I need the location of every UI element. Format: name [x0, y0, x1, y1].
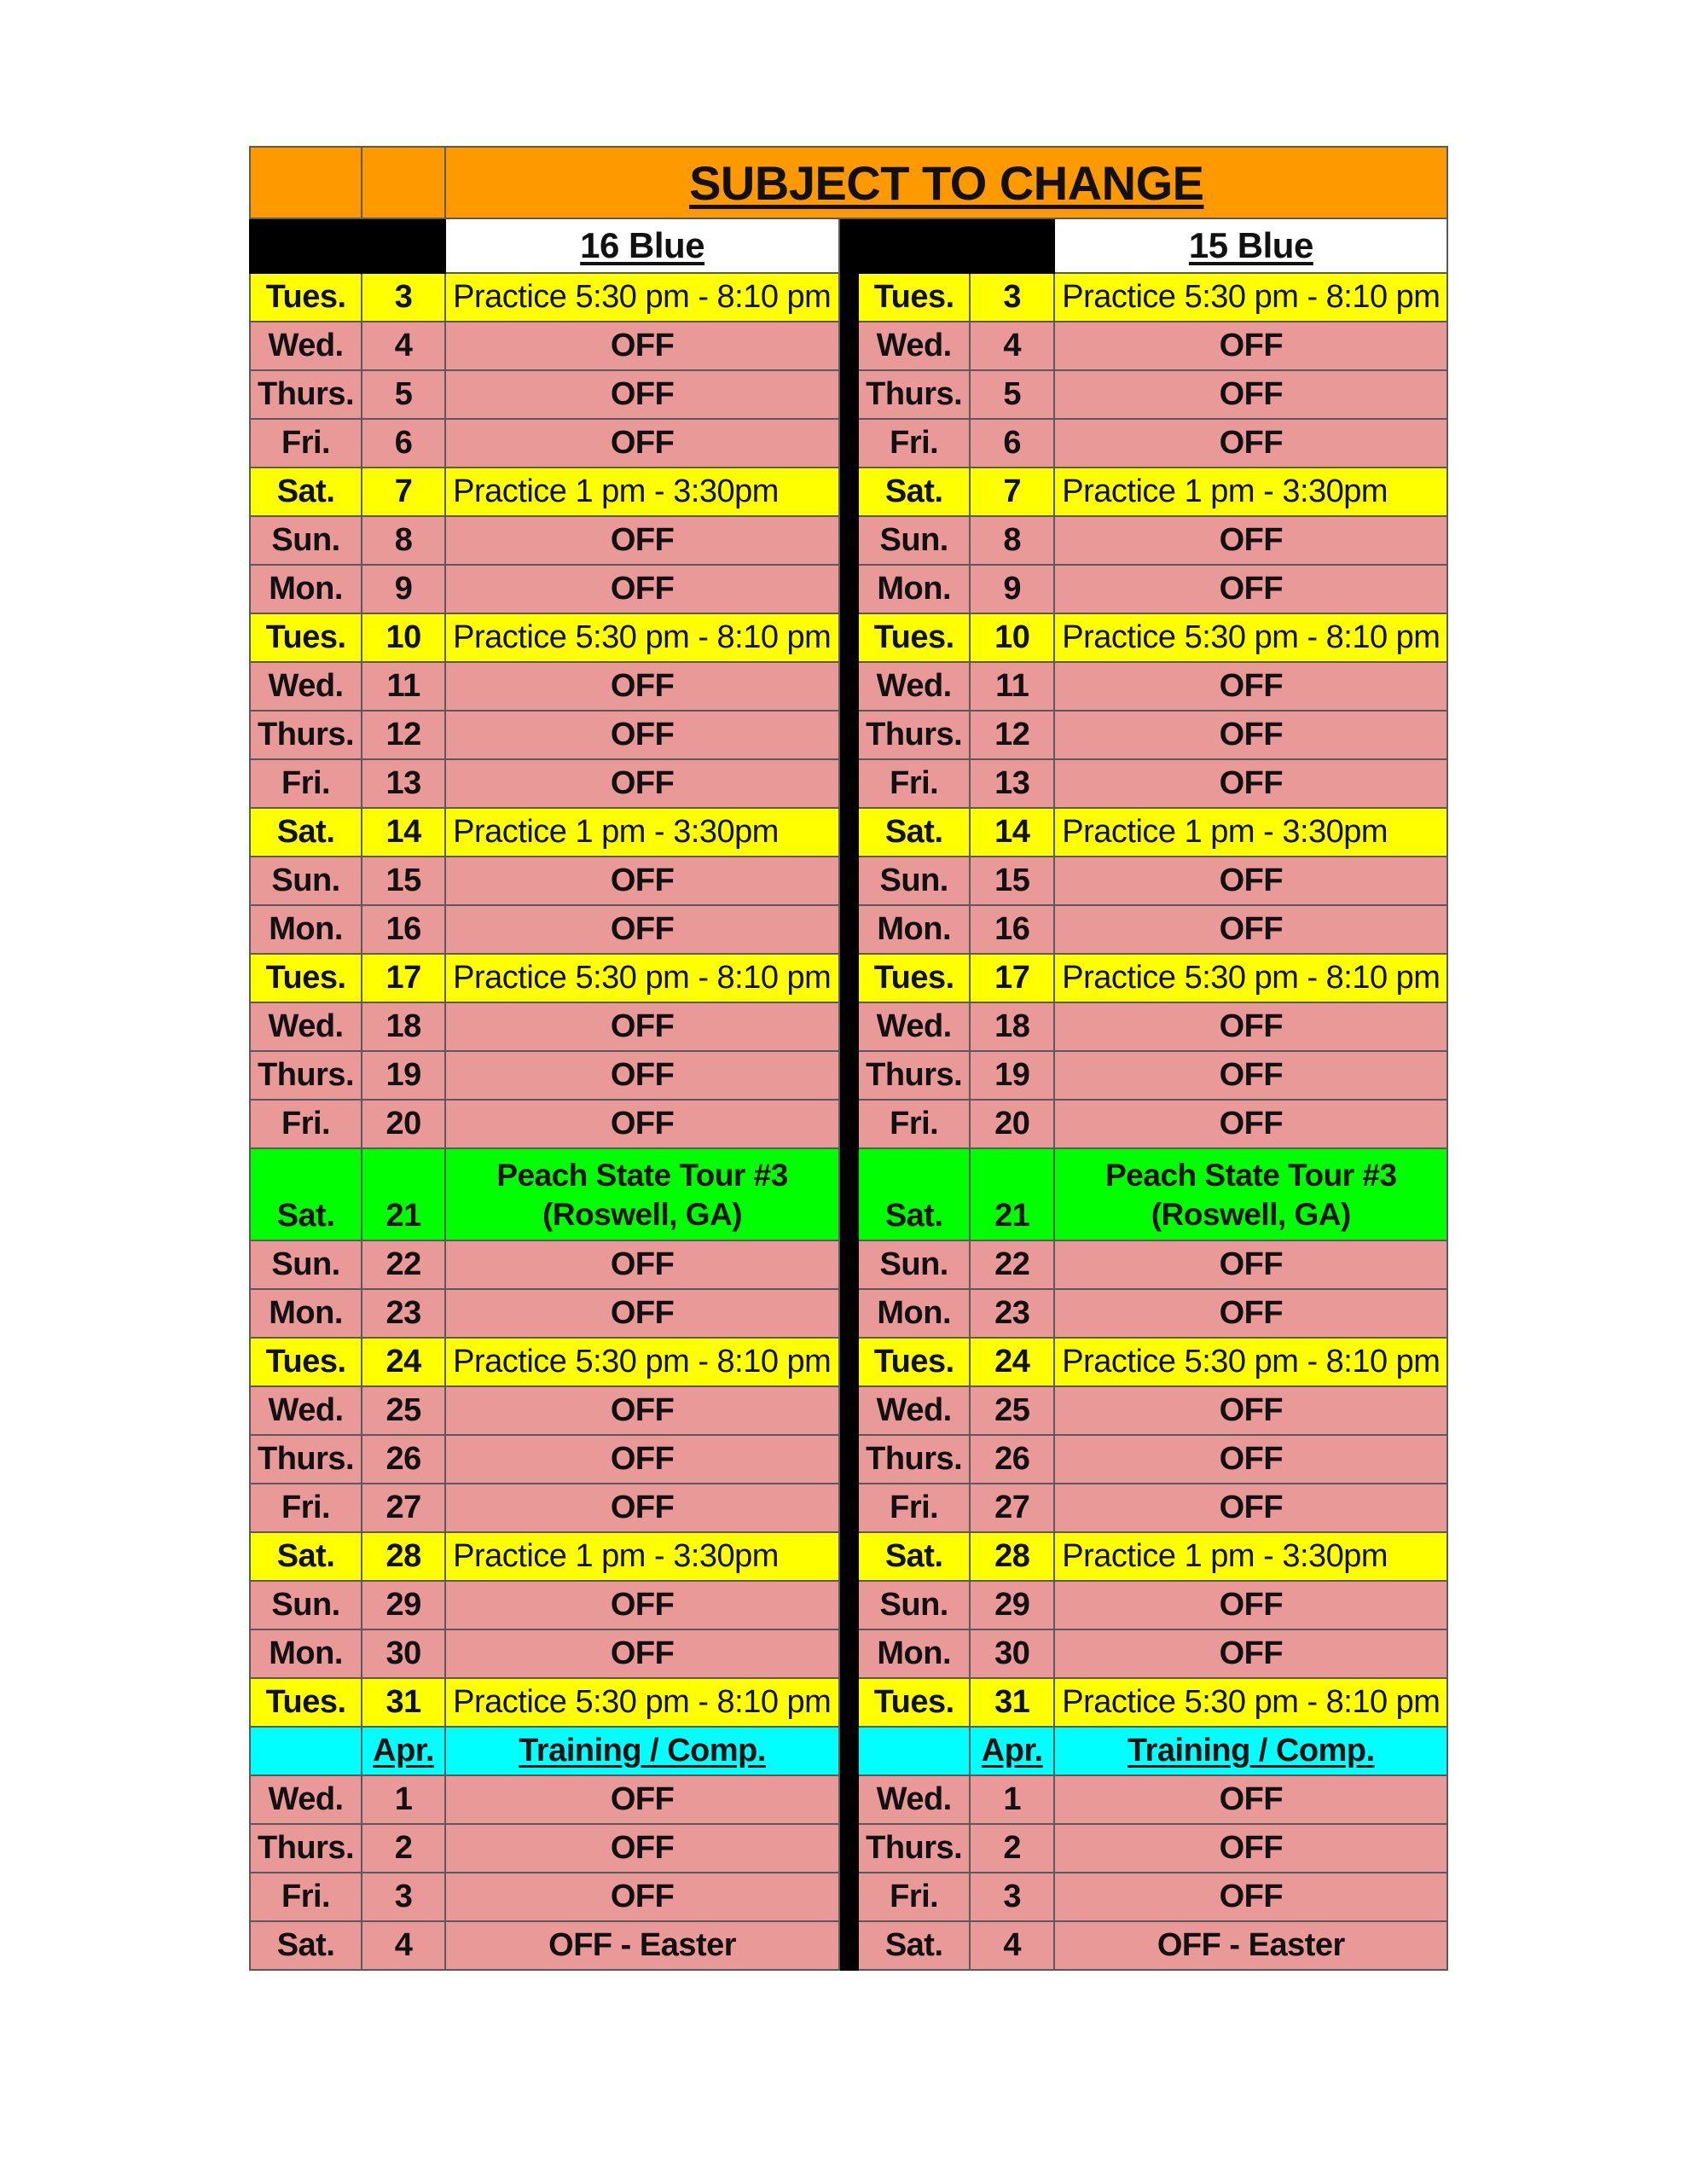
team2-day-cell: Thurs. — [858, 1051, 970, 1100]
team2-date-cell: 13 — [970, 759, 1054, 808]
team-header-black-cell — [362, 218, 445, 273]
column-separator — [839, 1581, 858, 1629]
team2-date-cell: 6 — [970, 419, 1054, 468]
team2-date-cell: 18 — [970, 1002, 1054, 1051]
team1-date-cell: 18 — [362, 1002, 445, 1051]
team2-activity-cell: Practice 1 pm - 3:30pm — [1054, 468, 1447, 516]
team2-date-cell: 4 — [970, 1921, 1054, 1970]
team2-activity-cell: OFF — [1054, 1051, 1447, 1100]
team1-activity-cell: Practice 5:30 pm - 8:10 pm — [445, 613, 839, 662]
team1-day-cell: Tues. — [250, 1678, 362, 1727]
team2-date-cell: Apr. — [970, 1727, 1054, 1775]
team2-day-cell: Sun. — [858, 857, 970, 905]
team1-date-cell: 9 — [362, 565, 445, 613]
team2-activity-cell: OFF — [1054, 1629, 1447, 1678]
schedule-row — [250, 1100, 1447, 1148]
team1-date-cell: 19 — [362, 1051, 445, 1100]
team1-activity-cell: OFF — [445, 759, 839, 808]
column-separator — [839, 1338, 858, 1386]
team1-activity-cell: OFF — [445, 1386, 839, 1435]
team1-date-cell: 1 — [362, 1775, 445, 1824]
column-separator — [839, 954, 858, 1002]
schedule-row — [250, 419, 1447, 468]
team2-activity-cell: Practice 1 pm - 3:30pm — [1054, 1532, 1447, 1581]
schedule-row — [250, 808, 1447, 857]
team2-date-cell: 8 — [970, 516, 1054, 565]
team2-date-cell: 4 — [970, 322, 1054, 370]
team2-activity-cell: OFF — [1054, 905, 1447, 954]
team2-date-cell: 26 — [970, 1435, 1054, 1484]
column-separator — [839, 1775, 858, 1824]
team1-activity-cell — [445, 1148, 839, 1240]
team1-date-cell: 3 — [362, 1873, 445, 1921]
team1-date-cell: 12 — [362, 711, 445, 759]
team2-date-cell: 22 — [970, 1240, 1054, 1289]
schedule-row — [250, 1727, 1447, 1775]
team1-activity-cell: Practice 5:30 pm - 8:10 pm — [445, 273, 839, 322]
schedule-row — [250, 662, 1447, 711]
team2-day-cell: Wed. — [858, 662, 970, 711]
team1-activity-cell: OFF — [445, 1240, 839, 1289]
team1-activity-cell: Practice 1 pm - 3:30pm — [445, 808, 839, 857]
column-separator — [839, 273, 858, 322]
team2-activity-cell: OFF — [1054, 322, 1447, 370]
team2-day-cell: Fri. — [858, 759, 970, 808]
team2-day-cell: Mon. — [858, 565, 970, 613]
team1-day-cell: Sat. — [250, 1532, 362, 1581]
schedule-row — [250, 273, 1447, 322]
team1-activity-cell: OFF — [445, 419, 839, 468]
title-blank-cell — [250, 147, 362, 218]
team1-day-cell: Thurs. — [250, 370, 362, 419]
column-separator — [839, 1435, 858, 1484]
team2-date-cell: 17 — [970, 954, 1054, 1002]
team2-day-cell: Thurs. — [858, 370, 970, 419]
column-separator — [839, 1148, 858, 1240]
team2-date-cell: 30 — [970, 1629, 1054, 1678]
schedule-row — [250, 1002, 1447, 1051]
team1-day-cell: Wed. — [250, 1775, 362, 1824]
team1-date-cell: 31 — [362, 1678, 445, 1727]
team2-date-cell: 31 — [970, 1678, 1054, 1727]
team1-day-cell: Mon. — [250, 1289, 362, 1338]
team1-activity-cell: Practice 1 pm - 3:30pm — [445, 468, 839, 516]
team2-date-cell: 15 — [970, 857, 1054, 905]
event-location: (Roswell, GA) — [542, 1197, 743, 1232]
team2-day-cell: Sun. — [858, 1581, 970, 1629]
team2-activity-cell: Practice 5:30 pm - 8:10 pm — [1054, 1338, 1447, 1386]
team1-day-cell: Wed. — [250, 1386, 362, 1435]
team2-day-cell: Sat. — [858, 468, 970, 516]
team1-date-cell: 11 — [362, 662, 445, 711]
column-separator — [839, 565, 858, 613]
team1-date-cell: 10 — [362, 613, 445, 662]
team1-date-cell: 23 — [362, 1289, 445, 1338]
team1-date-cell: 2 — [362, 1824, 445, 1873]
team2-day-cell: Mon. — [858, 1629, 970, 1678]
team1-date-cell: 4 — [362, 1921, 445, 1970]
schedule-row — [250, 711, 1447, 759]
schedule-row — [250, 516, 1447, 565]
team2-day-cell: Sun. — [858, 1240, 970, 1289]
team2-day-cell: Tues. — [858, 273, 970, 322]
team2-day-cell: Sat. — [858, 1921, 970, 1970]
team1-day-cell: Tues. — [250, 1338, 362, 1386]
column-separator — [839, 1629, 858, 1678]
team1-activity-cell: OFF — [445, 1581, 839, 1629]
event-name: Peach State Tour #3 — [496, 1158, 788, 1193]
team2-activity-cell: OFF — [1054, 759, 1447, 808]
team1-date-cell: 24 — [362, 1338, 445, 1386]
team2-day-cell: Wed. — [858, 1386, 970, 1435]
team-header-row — [250, 218, 1447, 273]
team1-date-cell: 13 — [362, 759, 445, 808]
team2-activity-cell: OFF — [1054, 1775, 1447, 1824]
team1-day-cell: Fri. — [250, 1100, 362, 1148]
schedule-row — [250, 370, 1447, 419]
column-separator — [839, 1386, 858, 1435]
team1-activity-cell: OFF — [445, 565, 839, 613]
team2-activity-cell: OFF — [1054, 419, 1447, 468]
team2-activity-cell: Practice 5:30 pm - 8:10 pm — [1054, 273, 1447, 322]
column-separator — [839, 322, 858, 370]
team2-day-cell: Tues. — [858, 954, 970, 1002]
team1-activity-cell: OFF — [445, 1484, 839, 1532]
team1-date-cell: 30 — [362, 1629, 445, 1678]
team-name-16-blue: 16 Blue — [445, 218, 839, 273]
column-separator — [839, 218, 858, 273]
team2-activity-cell: OFF - Easter — [1054, 1921, 1447, 1970]
team1-activity-cell: OFF — [445, 516, 839, 565]
team1-date-cell: 14 — [362, 808, 445, 857]
title-row — [250, 147, 1447, 218]
team2-day-cell: Tues. — [858, 1678, 970, 1727]
team1-day-cell: Mon. — [250, 565, 362, 613]
team1-date-cell: Apr. — [362, 1727, 445, 1775]
schedule-row — [250, 1532, 1447, 1581]
team1-day-cell: Wed. — [250, 662, 362, 711]
team2-date-cell: 16 — [970, 905, 1054, 954]
page-title: SUBJECT TO CHANGE — [445, 147, 1447, 218]
team2-day-cell: Tues. — [858, 1338, 970, 1386]
team2-date-cell: 20 — [970, 1100, 1054, 1148]
schedule-row — [250, 1051, 1447, 1100]
team2-date-cell: 2 — [970, 1824, 1054, 1873]
schedule-row — [250, 1873, 1447, 1921]
team2-date-cell: 27 — [970, 1484, 1054, 1532]
schedule-row — [250, 1338, 1447, 1386]
event-name: Peach State Tour #3 — [1105, 1158, 1397, 1193]
column-separator — [839, 1873, 858, 1921]
team2-activity-cell: OFF — [1054, 1002, 1447, 1051]
team1-activity-cell: OFF — [445, 1775, 839, 1824]
schedule-row — [250, 1289, 1447, 1338]
team2-day-cell: Sat. — [858, 1148, 970, 1240]
team1-day-cell: Sun. — [250, 516, 362, 565]
team2-activity-cell: Practice 5:30 pm - 8:10 pm — [1054, 1678, 1447, 1727]
team2-date-cell: 25 — [970, 1386, 1054, 1435]
team2-date-cell: 3 — [970, 273, 1054, 322]
schedule-row — [250, 613, 1447, 662]
team1-activity-cell: OFF - Easter — [445, 1921, 839, 1970]
team2-date-cell: 10 — [970, 613, 1054, 662]
schedule-row — [250, 1824, 1447, 1873]
team2-activity-cell: Practice 5:30 pm - 8:10 pm — [1054, 954, 1447, 1002]
team2-day-cell: Thurs. — [858, 711, 970, 759]
schedule-row — [250, 1678, 1447, 1727]
team2-activity-cell: OFF — [1054, 711, 1447, 759]
team2-activity-cell: OFF — [1054, 1240, 1447, 1289]
team1-date-cell: 25 — [362, 1386, 445, 1435]
schedule-row — [250, 468, 1447, 516]
schedule-row — [250, 1629, 1447, 1678]
team1-date-cell: 20 — [362, 1100, 445, 1148]
team1-date-cell: 22 — [362, 1240, 445, 1289]
team1-activity-cell: OFF — [445, 662, 839, 711]
column-separator — [839, 1484, 858, 1532]
team2-date-cell: 14 — [970, 808, 1054, 857]
team-header-black-cell — [970, 218, 1054, 273]
team1-day-cell: Mon. — [250, 905, 362, 954]
team1-day-cell: Wed. — [250, 1002, 362, 1051]
team1-activity-cell: OFF — [445, 711, 839, 759]
team1-day-cell: Sat. — [250, 808, 362, 857]
team2-activity-cell: OFF — [1054, 1824, 1447, 1873]
team2-date-cell: 11 — [970, 662, 1054, 711]
team2-activity-cell: OFF — [1054, 516, 1447, 565]
team1-day-cell: Fri. — [250, 419, 362, 468]
column-separator — [839, 516, 858, 565]
team2-activity-cell: OFF — [1054, 370, 1447, 419]
schedule-row — [250, 1148, 1447, 1240]
team1-day-cell: Fri. — [250, 1484, 362, 1532]
team2-day-cell: Fri. — [858, 1484, 970, 1532]
team1-date-cell: 15 — [362, 857, 445, 905]
schedule-row — [250, 322, 1447, 370]
schedule-row — [250, 1240, 1447, 1289]
schedule-row — [250, 1386, 1447, 1435]
team1-day-cell: Fri. — [250, 759, 362, 808]
team1-day-cell: Sat. — [250, 468, 362, 516]
team1-day-cell: Thurs. — [250, 1051, 362, 1100]
team1-day-cell: Sat. — [250, 1921, 362, 1970]
column-separator — [839, 1100, 858, 1148]
team2-activity-cell: OFF — [1054, 662, 1447, 711]
team2-activity-cell: Practice 5:30 pm - 8:10 pm — [1054, 613, 1447, 662]
team1-date-cell: 7 — [362, 468, 445, 516]
team1-activity-cell: OFF — [445, 370, 839, 419]
team1-day-cell: Tues. — [250, 954, 362, 1002]
team1-day-cell: Thurs. — [250, 1435, 362, 1484]
schedule-row — [250, 1921, 1447, 1970]
team2-activity-cell: Practice 1 pm - 3:30pm — [1054, 808, 1447, 857]
team1-date-cell: 21 — [362, 1148, 445, 1240]
team1-date-cell: 27 — [362, 1484, 445, 1532]
team1-date-cell: 16 — [362, 905, 445, 954]
team2-activity-cell: OFF — [1054, 1873, 1447, 1921]
team1-activity-cell: OFF — [445, 322, 839, 370]
team1-activity-cell: OFF — [445, 1629, 839, 1678]
team2-day-cell: Sat. — [858, 1532, 970, 1581]
column-separator — [839, 1921, 858, 1970]
team2-day-cell: Fri. — [858, 1873, 970, 1921]
team1-day-cell: Sun. — [250, 1240, 362, 1289]
team2-day-cell: Wed. — [858, 1775, 970, 1824]
column-separator — [839, 370, 858, 419]
team2-activity-cell: Training / Comp. — [1054, 1727, 1447, 1775]
schedule-row — [250, 1581, 1447, 1629]
team1-day-cell: Thurs. — [250, 711, 362, 759]
team2-date-cell: 19 — [970, 1051, 1054, 1100]
column-separator — [839, 759, 858, 808]
team2-date-cell: 1 — [970, 1775, 1054, 1824]
team1-day-cell: Fri. — [250, 1873, 362, 1921]
team2-day-cell: Thurs. — [858, 1435, 970, 1484]
team2-activity-cell — [1054, 1148, 1447, 1240]
team1-activity-cell: Practice 5:30 pm - 8:10 pm — [445, 1678, 839, 1727]
title-blank-cell — [362, 147, 445, 218]
column-separator — [839, 711, 858, 759]
team2-day-cell: Wed. — [858, 1002, 970, 1051]
team1-activity-cell: Practice 5:30 pm - 8:10 pm — [445, 954, 839, 1002]
column-separator — [839, 1002, 858, 1051]
team2-date-cell: 3 — [970, 1873, 1054, 1921]
team1-activity-cell: OFF — [445, 1824, 839, 1873]
team1-date-cell: 6 — [362, 419, 445, 468]
schedule-row — [250, 1435, 1447, 1484]
schedule-row — [250, 954, 1447, 1002]
column-separator — [839, 808, 858, 857]
column-separator — [839, 1824, 858, 1873]
team1-activity-cell: OFF — [445, 1435, 839, 1484]
column-separator — [839, 1051, 858, 1100]
team1-day-cell: Thurs. — [250, 1824, 362, 1873]
team2-date-cell: 29 — [970, 1581, 1054, 1629]
team1-day-cell: Mon. — [250, 1629, 362, 1678]
team2-date-cell: 23 — [970, 1289, 1054, 1338]
team1-date-cell: 5 — [362, 370, 445, 419]
schedule-row — [250, 857, 1447, 905]
team1-date-cell: 28 — [362, 1532, 445, 1581]
column-separator — [839, 905, 858, 954]
team2-date-cell: 28 — [970, 1532, 1054, 1581]
schedule-row — [250, 565, 1447, 613]
team2-day-cell: Mon. — [858, 1289, 970, 1338]
column-separator — [839, 1532, 858, 1581]
team2-day-cell: Sat. — [858, 808, 970, 857]
column-separator — [839, 468, 858, 516]
column-separator — [839, 662, 858, 711]
team2-date-cell: 12 — [970, 711, 1054, 759]
team1-date-cell: 3 — [362, 273, 445, 322]
team1-date-cell: 8 — [362, 516, 445, 565]
team2-activity-cell: OFF — [1054, 857, 1447, 905]
team2-date-cell: 21 — [970, 1148, 1054, 1240]
team-header-black-cell — [858, 218, 970, 273]
schedule-row — [250, 1775, 1447, 1824]
team1-activity-cell: OFF — [445, 857, 839, 905]
team1-activity-cell: Practice 1 pm - 3:30pm — [445, 1532, 839, 1581]
team1-day-cell — [250, 1727, 362, 1775]
team2-activity-cell: OFF — [1054, 1435, 1447, 1484]
team2-date-cell: 9 — [970, 565, 1054, 613]
team2-day-cell: Sun. — [858, 516, 970, 565]
team2-date-cell: 24 — [970, 1338, 1054, 1386]
team2-activity-cell: OFF — [1054, 1289, 1447, 1338]
team1-day-cell: Sun. — [250, 857, 362, 905]
team2-day-cell — [858, 1727, 970, 1775]
team1-day-cell: Wed. — [250, 322, 362, 370]
team1-date-cell: 29 — [362, 1581, 445, 1629]
team-name-15-blue: 15 Blue — [1054, 218, 1447, 273]
team1-activity-cell: OFF — [445, 1100, 839, 1148]
schedule-table — [249, 146, 1448, 1971]
team1-activity-cell: OFF — [445, 1002, 839, 1051]
team2-day-cell: Thurs. — [858, 1824, 970, 1873]
column-separator — [839, 1727, 858, 1775]
team1-day-cell: Tues. — [250, 273, 362, 322]
schedule-row — [250, 759, 1447, 808]
team2-day-cell: Fri. — [858, 419, 970, 468]
team1-activity-cell: Training / Comp. — [445, 1727, 839, 1775]
column-separator — [839, 419, 858, 468]
column-separator — [839, 1678, 858, 1727]
team1-activity-cell: OFF — [445, 1873, 839, 1921]
team2-activity-cell: OFF — [1054, 1386, 1447, 1435]
team2-day-cell: Tues. — [858, 613, 970, 662]
team1-date-cell: 4 — [362, 322, 445, 370]
team1-day-cell: Tues. — [250, 613, 362, 662]
column-separator — [839, 857, 858, 905]
team1-day-cell: Sun. — [250, 1581, 362, 1629]
team2-activity-cell: OFF — [1054, 1484, 1447, 1532]
team2-activity-cell: OFF — [1054, 1100, 1447, 1148]
column-separator — [839, 1240, 858, 1289]
team2-day-cell: Mon. — [858, 905, 970, 954]
team1-day-cell: Sat. — [250, 1148, 362, 1240]
team2-date-cell: 5 — [970, 370, 1054, 419]
team1-date-cell: 26 — [362, 1435, 445, 1484]
column-separator — [839, 613, 858, 662]
team2-day-cell: Fri. — [858, 1100, 970, 1148]
team2-day-cell: Wed. — [858, 322, 970, 370]
team1-activity-cell: OFF — [445, 905, 839, 954]
team2-activity-cell: OFF — [1054, 565, 1447, 613]
column-separator — [839, 1289, 858, 1338]
team-header-black-cell — [250, 218, 362, 273]
team1-activity-cell: OFF — [445, 1051, 839, 1100]
event-location: (Roswell, GA) — [1151, 1197, 1351, 1232]
team2-date-cell: 7 — [970, 468, 1054, 516]
team1-activity-cell: Practice 5:30 pm - 8:10 pm — [445, 1338, 839, 1386]
schedule-row — [250, 905, 1447, 954]
schedule-row — [250, 1484, 1447, 1532]
team2-activity-cell: OFF — [1054, 1581, 1447, 1629]
team1-activity-cell: OFF — [445, 1289, 839, 1338]
team1-date-cell: 17 — [362, 954, 445, 1002]
